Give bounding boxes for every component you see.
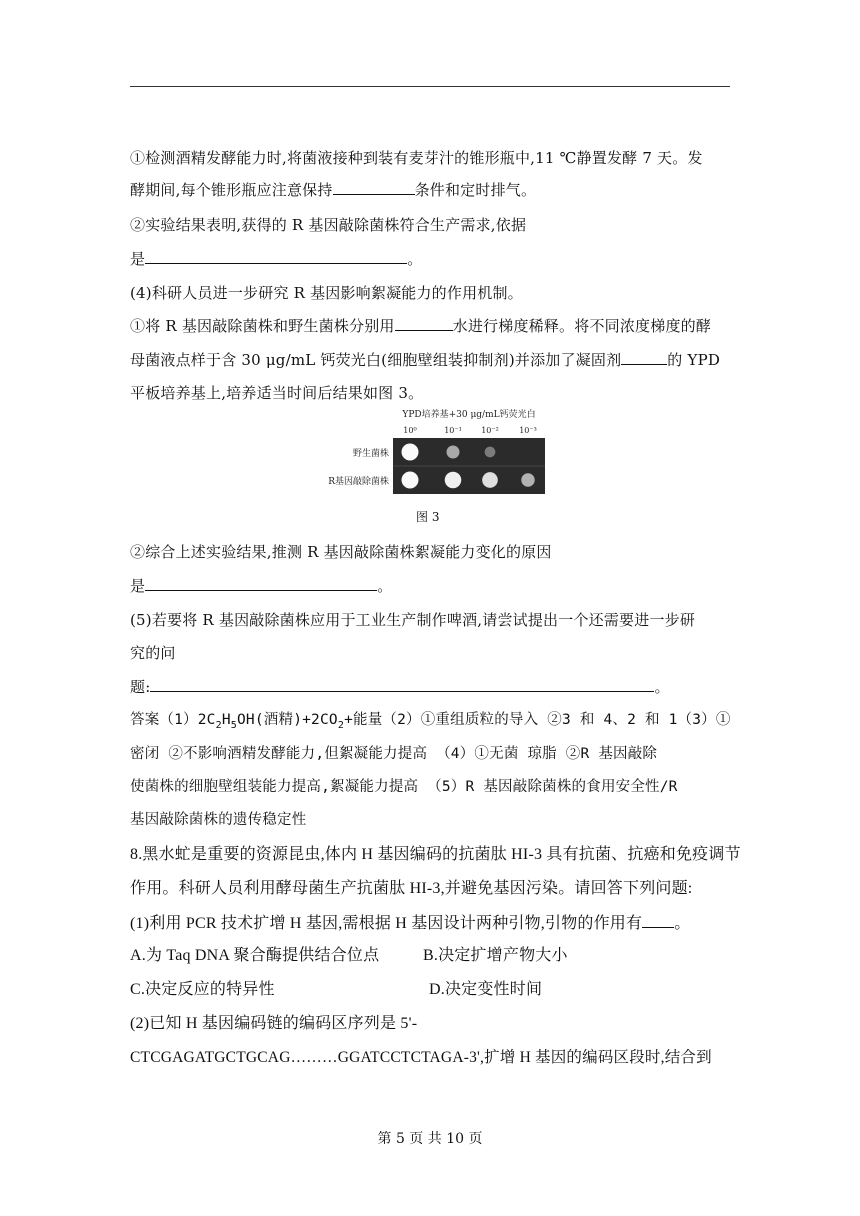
dilution-label: 10⁻¹ — [444, 426, 462, 435]
question-8-line: (2)已知 H 基因编码链的编码区序列是 5'- — [130, 1015, 418, 1032]
option-d: D.决定变性时间 — [429, 981, 543, 998]
option-a: A.为 Taq DNA 聚合酶提供结合位点 — [130, 947, 380, 964]
colony-spot — [447, 446, 460, 459]
answer-blank — [621, 350, 667, 365]
question-8-line: 8.黑水虻是重要的资源昆虫,体内 H 基因编码的抗菌肽 HI-3 具有抗菌、抗癌和免疫调节 — [130, 846, 741, 863]
row-label-wild-type: 野生菌株 — [352, 449, 389, 459]
dilution-label: 10⁻² — [481, 426, 499, 435]
answer-blank — [642, 913, 674, 928]
option-b: B.决定扩增产物大小 — [423, 947, 568, 964]
text-line: ②综合上述实验结果,推测 R 基因敲除菌株絮凝能力变化的原因 — [130, 543, 552, 561]
figure-3-plate — [328, 408, 547, 494]
colony-spot — [445, 472, 462, 489]
question-8-line: CTCGAGATGCTGCAG………GGATCCTCTAGA-3',扩增 H 基因的编码区段时,结合到 — [130, 1049, 712, 1066]
colony-spot — [482, 472, 498, 488]
answer-line: 基因敲除菌株的遗传稳定性 — [130, 812, 307, 828]
figure-title: YPD培养基+30 μg/mL钙荧光白 — [402, 410, 536, 420]
text-line: ①检测酒精发酵能力时,将菌液接种到装有麦芽汁的锥形瓶中,11 ℃静置发酵 7 天。发 — [130, 149, 703, 167]
text-line: 题: 。 — [130, 678, 670, 696]
text-line: 平板培养基上,培养适当时间后结果如图 3。 — [130, 384, 424, 402]
question-8-line: (1)利用 PCR 技术扩增 H 基因,需根据 H 基因设计两种引物,引物的作用有 。 — [130, 915, 691, 932]
text-line: 是 。 — [130, 577, 393, 595]
text-line: ②实验结果表明,获得的 R 基因敲除菌株符合生产需求,依据 — [130, 216, 527, 234]
figure-caption: 图 3 — [416, 510, 440, 524]
answer-line: 使菌株的细胞壁组装能力提高,絮凝能力提高 （5）R 基因敲除菌株的食用安全性/R — [130, 779, 678, 795]
text-line: 是 。 — [130, 250, 423, 268]
page-footer: 第 5 页 共 10 页 — [377, 1131, 483, 1147]
row-label-r-knockout: R基因敲除菌株 — [328, 477, 389, 487]
colony-spot — [402, 472, 419, 489]
text-line: 酵期间,每个锥形瓶应注意保持 条件和定时排气。 — [130, 181, 537, 199]
colony-spot — [485, 447, 496, 458]
colony-spot — [402, 444, 419, 461]
text-line: 究的问 — [130, 644, 176, 662]
dilution-label: 10⁻³ — [519, 426, 537, 435]
dilution-label: 10⁰ — [403, 426, 417, 435]
answer-blank — [150, 677, 654, 692]
header-rule — [130, 86, 730, 87]
answer-line: 密闭 ②不影响酒精发酵能力,但絮凝能力提高 （4）①无菌 琼脂 ②R 基因敲除 — [130, 746, 658, 762]
answer-blank — [145, 576, 377, 591]
question-8-line: 作用。科研人员利用酵母菌生产抗菌肽 HI-3,并避免基因污染。请回答下列问题: — [130, 880, 693, 897]
text-line: (5)若要将 R 基因敲除菌株应用于工业生产制作啤酒,请尝试提出一个还需要进一步研 — [130, 611, 696, 629]
colony-spot — [521, 473, 534, 486]
option-c: C.决定反应的特异性 — [130, 981, 275, 998]
answer-blank — [395, 316, 453, 331]
text-line: 母菌液点样于含 30 μg/mL 钙荧光白(细胞壁组装抑制剂)并添加了凝固剂 的 YPD — [130, 351, 721, 369]
text-line: ①将 R 基因敲除菌株和野生菌株分别用 水进行梯度稀释。将不同浓度梯度的酵 — [130, 317, 712, 335]
answer-blank — [333, 180, 415, 195]
text-line: (4)科研人员进一步研究 R 基因影响絮凝能力的作用机制。 — [130, 284, 523, 302]
answer-line: 答案$(1)2C_2H_5OH$(酒精)$+2CO_2+$能量（2）①重组质粒的导入 ②3 和 4、2 和 1（3）① — [130, 712, 731, 731]
answer-blank — [145, 249, 407, 264]
